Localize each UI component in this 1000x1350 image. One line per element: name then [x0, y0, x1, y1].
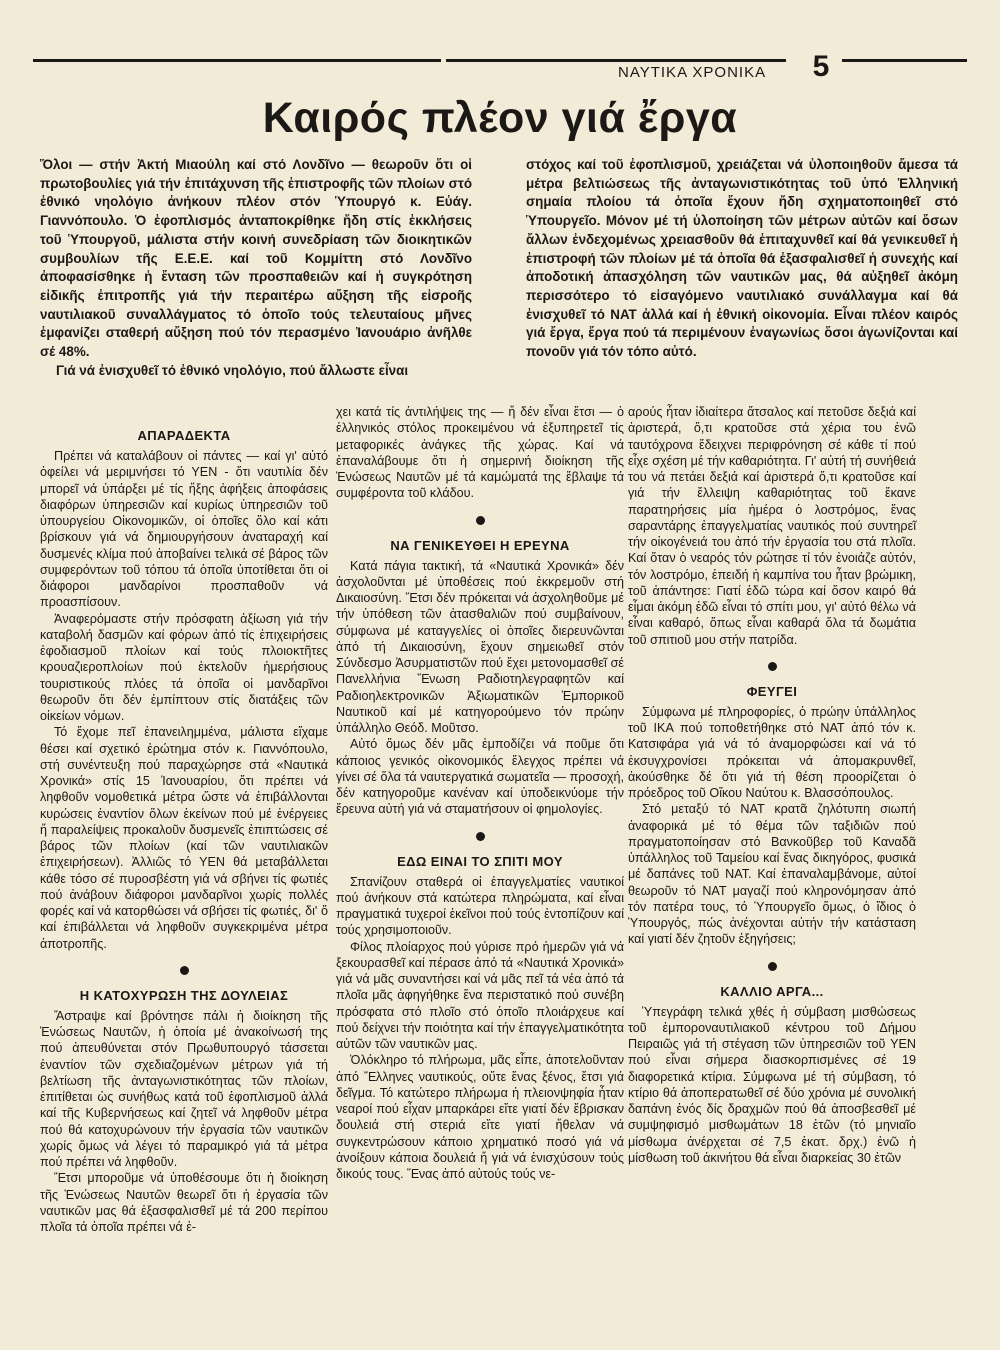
- paragraph: Κατά πάγια τακτική, τά «Ναυτικά Χρονικά» δέν ἀσχολοῦνται μέ ὑποθέσεις πού ἐκκρεμοῦν στή Δικαιοσύνη. Ἔτσι δέν πρόκειται νά ἀσχοληθοῦμε μέ τήν ὑπόθεση τῶν ἀτασθαλιῶν πού συμβαίνουν, σύμφωνα μέ καταγγελίες οἱ ὁποῖες διερευνῶνται ἀπό τή Δικαιοσύνη, ἔχουν σημειωθεῖ στόν Σύνδεσμο Ἀσυρματιστῶν πού ἔχει μετονομασθεῖ σέ Πανελλήνια Ἕνωση Ραδιοτηλεγραφητῶν καί Ραδιοηλεκτρονικῶν Ἀξιωματικῶν Ἐμπορικοῦ Ναυτικοῦ καί μέ κατηγορούμενο τόν πρώην ὑπάλληλο Θεόδ. Μοῦτσο.: [336, 558, 624, 735]
- paragraph: Πρέπει νά καταλάβουν οἱ πάντες — καί γι' αὐτό ὀφείλει νά μεριμνήσει τό ΥΕΝ - ὅτι ναυτιλία δέν μπορεῖ νά ὑπάρξει μέ τίς ἤξης ἀφήξεις ἀποφάσεις διαφόρων ὑπηρεσιῶν καί κυρίως ὑπηρεσιῶν τοῦ ὑπουργείου Οἰκονομικῶν, οἱ ὁποῖες ὅλο καί κάτι βρίσκουν γιά νά δημιουργήσουν ἀναταραχή καί δυσμενές κλίμα πού ἀποβαίνει τελικά σέ βάρος τῶν συμφερόντων τοῦ τόπου τά ὁποῖα ὑποτίθεται ὅτι οἱ διάφοροι μανδαρίνοι προσπαθοῦν νά προασπίσουν.: [40, 449, 328, 610]
- lead-paragraph: Ὅλοι — στήν Ἀκτή Μιαούλη καί στό Λονδῖνο — θεωροῦν ὅτι οἱ πρωτοβουλίες γιά τήν ἐπιτάχυνση τῆς ἐπιστροφῆς τῶν πλοίων στό ἐθνικό νηολόγιο ἀνήκουν πλέον στόν Ὑπουργό κ. Εὐάγ. Γιαννόπουλο. Ὁ ἐφοπλισμός ἀνταποκρίθηκε ἤδη στίς ἐκκλήσεις τοῦ Ὑπουργοῦ, μάλιστα στήν κοινή συνεδρίαση τῶν διοικητικῶν συμβουλίων τῆς Ε.Ε.Ε. καί τοῦ Κομμίττη στό Λονδῖνο ἀποφασίσθηκε ἡ ἔνταση τῶν προσπαθειῶν καί ἡ συγκρότηση εἰδικῆς ἐπιτροπῆς γιά τήν περαιτέρω αὔξηση τῆς εἰσροῆς ναυτιλιακοῦ συναλλάγματος τό ὁποῖο τούς τελευταίους μῆνες ἐμφανίζει σταθερή αὔξηση πού τόν περασμένο Ἰανουάριο ἀνῆλθε σέ 48%.: [40, 157, 472, 360]
- paragraph: Τό ἔχομε πεῖ ἐπανειλημμένα, μάλιστα εἴχαμε θέσει καί σχετικό ἐρώτημα στόν κ. Γιαννόπουλο, στή συνέντευξη πού παραχώρησε στά «Ναυτικά Χρονικά» στίς 15 Ἰανουαρίου, ὅτι πρέπει νά ληφθοῦν νομοθετικά μέτρα ὥστε νά ἐπιβάλλονται κυρώσεις ἐναντίον ὅλων ἐκείνων πού μέ ἐνέργειες ἤ παραλείψεις προκαλοῦν δυσμενεῖς ἐπιπτώσεις σέ βάρος τῶν πλοίων (καί τῶν ναυτιλιακῶν ἐπιχειρήσεων). Ἀλλιῶς τό ΥΕΝ θά μεταβάλλεται κάθε τόσο σέ πυροσβέστη γιά νά σβήνει τίς φωτιές πού ἀνάβουν διάφοροι μανδαρῖνοι χωρίς πολλές φορές καί νά κατορθώσει νά σβήσει τίς φωτιές, δι' ὅ καί ἐπιβάλλεται νά ληφθοῦν συγκεκριμένα μέτρα ἀποτροπῆς.: [40, 725, 328, 951]
- paragraph: Φίλος πλοίαρχος πού γύρισε πρό ἡμερῶν γιά νά ξεκουρασθεῖ καί πέρασε ἀπό τά «Ναυτικά Χρονικά» γιά νά μᾶς συναντήσει καί νά μᾶς πεῖ τά νέα ἀπό τά πλοῖα μᾶς ἀφηγήθηκε ἕνα περιστατικό πού συνέβη πρόσφατα στό πλοῖο στό ὁποῖο πλοιάρχευε καί πού δείχνει τήν ποιότητα καί τήν ἐπαγγελματικότητα αὐτῶν τῶν ναυτικῶν μας.: [336, 939, 624, 1051]
- section-divider-dot: [180, 966, 189, 975]
- lead-paragraph: στόχος καί τοῦ ἐφοπλισμοῦ, χρειάζεται νά ὑλοποιηθοῦν ἄμεσα τά μέτρα βελτιώσεως τῆς ἀνταγωνιστικότητας τοῦ ὑπό Ἑλληνική σημαία πλοίου τά ὁποῖα ἔχουν ἤδη σχηματοποιηθεῖ στό Ὑπουργεῖο. Μόνον μέ τή ὑλοποίηση τῶν μέτρων αὐτῶν καί ὅσων ἄλλων ἐνδεχομένως χρειασθοῦν θά ἐπιταχυνθεῖ καί θά γενικευθεῖ ἡ ἐπιστροφή τῶν πλοίων μέ τά ὁποῖα θά ἐξασφαλισθεῖ ἡ συνεχής καί ἀποδοτική ἀπασχόληση τῶν ναυτικῶν μας, θά αὐξηθεῖ ἀκόμη περισσότερο τό εἰσαγόμενο ναυτιλιακό συνάλλαγμα καί θά ἐνισχυθεῖ τό ΝΑΤ ἀλλά καί ἡ ἐθνική οἰκονομία. Εἶναι πλέον καιρός γιά ἔργα, ἔργα πού τά περιμένουν ἐναγωνίως ὅσοι ἀγωνίζονται καί πονοῦν γιά τόν τόπο αὐτό.: [526, 157, 958, 360]
- paragraph: Ἀναφερόμαστε στήν πρόσφατη ἀξίωση γιά τήν καταβολή δασμῶν καί φόρων ἀπό τίς ἐπιχειρήσεις ἐφοδιασμοῦ πλοίων καί τούς πλοιοκτῆτες κρουαζιεροπλοίων πού ἐκτελοῦν ἡμερήσιους τουριστικούς πλόες τά ὁποῖα οἱ μανδαρῖνοι θεωροῦν ὅτι δέν ἐμπίπτουν στίς διατάξεις τῶν οἰκείων νόμων.: [40, 611, 328, 723]
- header-rule-right: [842, 59, 967, 62]
- paragraph: Σύμφωνα μέ πληροφορίες, ὁ πρώην ὑπάλληλος τοῦ ΙΚΑ πού τοποθετήθηκε στό ΝΑΤ ἀπό τόν κ. Κατσιφάρα γιά νά τό ἀναμορφώσει καί νά τό ἐκσυγχρονίσει πρόκειται νά ἀπομακρυνθεῖ, ἀκούσθηκε δέ ὅτι γιά τή θέση προορίζεται ὁ πρόεδρος τοῦ Οἴκου Ναύτου κ. Βλασσόπουλος.: [628, 704, 916, 800]
- paragraph: Ἄστραψε καί βρόντησε πάλι ἡ διοίκηση τῆς Ἑνώσεως Ναυτῶν, ἡ ὁποία μέ ἀνακοίνωσή της πού ἀπευθύνεται στόν Πρωθυπουργό τάσσεται ἐναντίον τῶν σχεδιαζομένων μέτρων γιά τή βελτίωση τῆς ἀνταγωνιστικότητας τῶν πλοίων, ἐπιτίθεται ὡς συνήθως κατά τοῦ ἐφοπλισμοῦ ἀλλά καί τῆς Κυβερνήσεως καί ζητεῖ νά ληφθοῦν μέτρα πού θά κατοχυρώνουν τήν ἐργασία τῶν ναυτικῶν χωρίς ὅμως νά λέγει τό παραμικρό γιά τά μέτρα πού πρέπει νά ληφθοῦν.: [40, 1008, 328, 1169]
- section-heading-erevna: ΝΑ ΓΕΝΙΚΕΥΘΕΙ Η ΕΡΕΥΝΑ: [390, 537, 570, 553]
- paragraph: χει κατά τίς ἀντιλήψεις της — ἤ δέν εἶναι ἔτσι — ὁ ἑλληνικός στόλος προκειμένου νά ἐξυπηρετεῖ τίς μεταφορικές ἀνάγκες τῆς χώρας. Καί νά ἐπαναλάβουμε ὅτι ἡ σημερινή διοίκηση τῆς Ἑνώσεως Ναυτῶν μέ τά καμώματά της ἔβλαψε τά συμφέροντα τοῦ κλάδου.: [336, 405, 624, 501]
- section-heading-spiti: ΕΔΩ ΕΙΝΑΙ ΤΟ ΣΠΙΤΙ ΜΟΥ: [397, 853, 563, 869]
- paragraph: Ὁλόκληρο τό πλήρωμα, μᾶς εἶπε, ἀποτελοῦνταν ἀπό Ἕλληνες ναυτικούς, οὔτε ἕνας ξένος, ἔτσι γιά δεῖγμα. Τό κατώτερο πλήρωμα ἡ πλειονψηφία ἦταν νεαροί πού εἶχαν μπαρκάρει εἴτε γιατί δέν ἔβρισκαν δουλειά στή στεριά εἴτε γιατί ἤθελαν νά συγκεντρώσουν κάποιο χρηματικό ποσό γιά νά ἀνοίξουν κάποια δουλειά ἤ γιά νά ἐνισχύσουν τούς δικούς τους. Ἕνας ἀπό αὐτούς τούς νε-: [336, 1053, 624, 1181]
- lead-paragraph: Γιά νά ἐνισχυθεῖ τό ἐθνικό νηολόγιο, πού ἄλλωστε εἶναι: [56, 362, 409, 378]
- section-heading-fevgei: ΦΕΥΓΕΙ: [746, 683, 798, 699]
- section-heading-aparadekta: ΑΠΑΡΑΔΕΚΤΑ: [137, 428, 231, 443]
- body-column-3: [628, 404, 916, 1166]
- section-divider-dot: [768, 962, 777, 971]
- section-divider-dot: [476, 516, 485, 525]
- paragraph: Σπανίζουν σταθερά οἱ ἐπαγγελματίες ναυτικοί πού ἀνήκουν στά κατώτερα πληρώματα, καί εἶναι πραγματικά τυχεροί ἐκεῖνοι πού τούς ἐντοπίζουν καί τούς χρησιμοποιοῦν.: [336, 874, 624, 938]
- page-number: 5: [812, 50, 830, 83]
- lead-column-left: [40, 156, 472, 380]
- paragraph: Στό μεταξύ τό ΝΑΤ κρατᾶ ζηλότυπη σιωπή ἀναφορικά μέ τό θέμα τῶν ταξιδιῶν πού πραγματοποίησαν στό Βανκοῦβερ τοῦ Καναδᾶ ὑπάλληλος τοῦ Ταμείου καί ἕνας δικηγόρος, φυσικά μέ δαπάνες τοῦ ΝΑΤ. Καί ἐπαναλαμβάνομε, αὐτοί θεωροῦν τό ΝΑΤ μαγαζί πού κληρονόμησαν ἀπό τόν πατέρα τους, τό Ὑπουργεῖο ὅμως, ὁ ἴδιος ὁ Ὑπουργός, πώς ἀνέχονται αὐτήν τήν κατάσταση καί γιατί δέν ζητοῦν ἐξηγήσεις;: [628, 802, 916, 947]
- section-name: ΝΑΥΤΙΚΑ ΧΡΟΝΙΚΑ: [618, 64, 767, 81]
- section-heading-kallio: ΚΑΛΛΙΟ ΑΡΓΑ...: [720, 983, 824, 999]
- paragraph: Αὐτό ὅμως δέν μᾶς ἐμποδίζει νά ποῦμε ὅτι κάποιος γενικός οἰκονομικός ἔλεγχος πρέπει νά γίνει σέ ὅλα τά ναυτεργατικά σωματεῖα — προσοχή, δέν κατηγοροῦμε κανέναν καί ὑποδεικνύομε τήν ἔρευνα αὐτή γιά νά σταματήσουν οἱ φημολογίες.: [336, 737, 624, 817]
- body-column-2: [336, 404, 624, 1182]
- header-rule-left: [33, 59, 441, 62]
- header-rule-middle: [446, 59, 786, 62]
- section-divider-dot: [476, 832, 485, 841]
- section-heading-katoxyrosi: Η ΚΑΤΟΧΥΡΩΣΗ ΤΗΣ ΔΟΥΛΕΙΑΣ: [79, 987, 289, 1003]
- paragraph: Ὑπεγράφη τελικά χθές ἡ σύμβαση μισθώσεως τοῦ ἐμποροναυτιλιακοῦ κέντρου τοῦ Δήμου Πειραιῶς γιά τή στέγαση τῶν ὑπηρεσιῶν τοῦ ΥΕΝ πού εἶναι σήμερα διασκορπισμένες σέ 19 διαφορετικά κτίρια. Σύμφωνα μέ τή σύμβαση, τό κτίριο θά ἀποπερατωθεῖ σέ δύο χρόνια μέ συνολική δαπάνη ἑνός δίς δραχμῶν πού θά ἀποσβεσθεῖ μέ συμψηφισμό μισθωμάτων 18 ἐτῶν (τό μηνιαῖο μίσθωμα ἀνέρχεται σέ 7,5 ἑκατ. δρχ.) ἐνῶ ἡ μίσθωση τοῦ ἀκινήτου θά εἶναι διαρκείας 30 ἐτῶν: [628, 1004, 916, 1165]
- body-column-1: [40, 427, 328, 1235]
- section-divider-dot: [768, 662, 777, 671]
- lead-column-right: [526, 156, 958, 362]
- article-title: Καιρός πλέον γιά ἔργα: [262, 94, 738, 142]
- paragraph: Ἔτσι μποροῦμε νά ὑποθέσουμε ὅτι ἡ διοίκηση τῆς Ἑνώσεως Ναυτῶν θεωρεῖ ὅτι ἡ ἐργασία τῶν ναυτικῶν μας θά ἐξασφαλισθεῖ μέ τά 200 περίπου πλοῖα τά ὁποῖα πρέπει νά ἐ-: [40, 1171, 328, 1234]
- paragraph: αρούς ἦταν ἰδιαίτερα ἄτσαλος καί πετοῦσε δεξιά καί ἀριστερά, ὅ,τι κρατοῦσε στά χέρια του ἐνῶ ταυτόχρονα ἔδειχνει περιφρόνηση σέ κάθε τί πού εἶχε σχέση μέ τήν καθαριότητα. Γι' αὐτή τή συνήθειά του νά πετάει δεξιά καί ἀριστερά ὅ,τι κρατοῦσε καί γιά τήν ἔλλειψη καθαριότητας τοῦ ἔκανε παρατηρήσεις μία ἡμέρα ὁ λοστρόμος, ἕνας σαραντάρης ἐπαγγελματίας ναυτικός πού συντηρεῖ τήν οἰκογένειά του ἀπό τήν ἐργασία του στά πλοῖα. Καί ὅταν ὁ νεαρός τόν ρώτησε τί τόν ἐνοιάζε αὐτόν, τόν λοστρόμο, ἐπειδή ἡ καμπίνα του ἦταν βρώμικη, τοῦ ἀπάντησε: Γιατί ἐδῶ τώρα καί ὅσον καιρό θά εἶμαι ἀκόμη ἐδῶ εἶναι τό σπίτι μου, γι' αὐτό θέλω νά εἶναι καθαρό, ὅπως εἶναι καθαρά ὅλα τά δωμάτια τοῦ σπιτιοῦ μου στήν πατρίδα.: [628, 405, 916, 647]
